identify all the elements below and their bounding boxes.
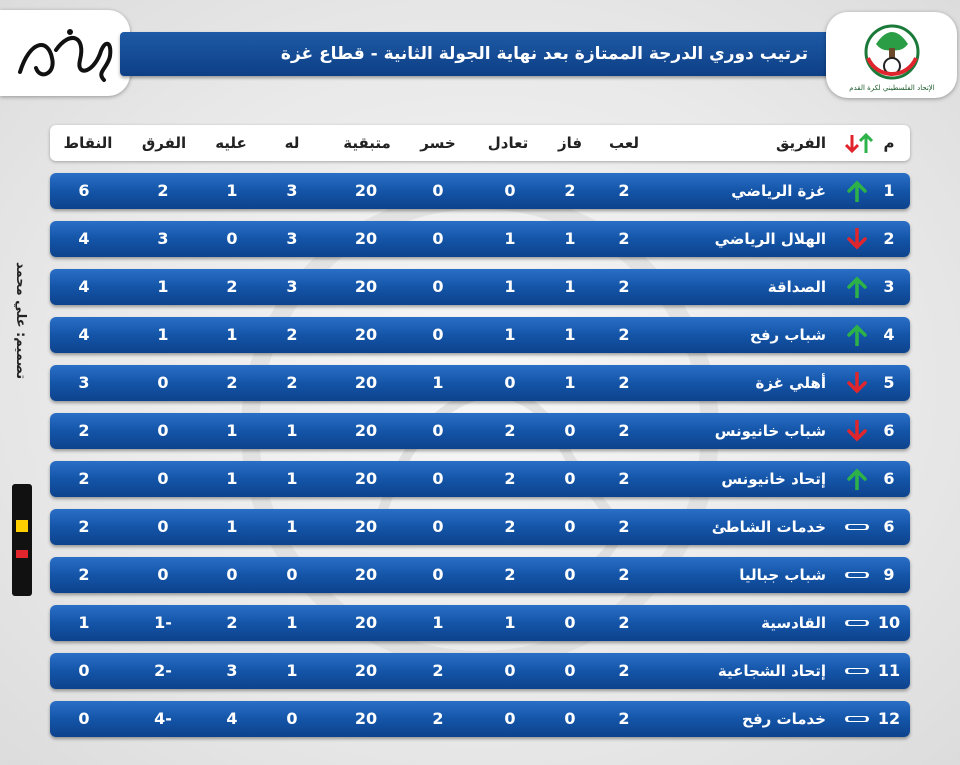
drawn-cell: 0 (504, 709, 516, 728)
team-name: إتحاد خانيونس (721, 470, 826, 488)
drawn-cell: 2 (504, 469, 516, 488)
played-cell: 2 (618, 613, 630, 632)
goals-against-cell: 1 (226, 181, 238, 200)
no-change-dash-icon (842, 509, 872, 545)
won-cell: 0 (564, 565, 576, 584)
played-cell: 2 (618, 181, 630, 200)
lost-cell: 1 (432, 613, 444, 632)
table-row (50, 221, 910, 257)
lost-cell: 0 (432, 469, 444, 488)
points-cell: 1 (78, 613, 90, 632)
goal-diff-cell: 1 (157, 277, 169, 296)
remaining-cell: 20 (354, 181, 378, 200)
rank-cell: 9 (883, 565, 895, 584)
goals-for-cell: 1 (286, 421, 298, 440)
goals-for-cell: 1 (286, 517, 298, 536)
played-cell: 2 (618, 469, 630, 488)
federation-logo-box (826, 12, 957, 98)
goal-diff-cell: 0 (157, 373, 169, 392)
rank-cell: 1 (883, 181, 895, 200)
goals-for-cell: 0 (286, 565, 298, 584)
rank-cell: 4 (883, 325, 895, 344)
points-cell: 2 (78, 421, 90, 440)
rank-cell: 6 (883, 421, 895, 440)
arrow-up-icon (842, 173, 872, 209)
goals-against-cell: 1 (226, 517, 238, 536)
goal-diff-cell: 4- (154, 709, 172, 728)
won-cell: 0 (564, 517, 576, 536)
points-cell: 6 (78, 181, 90, 200)
points-cell: 0 (78, 661, 90, 680)
signature-box (0, 10, 130, 96)
remaining-cell: 20 (354, 421, 378, 440)
title-bar (120, 32, 838, 76)
goals-against-cell: 0 (226, 229, 238, 248)
won-cell: 0 (564, 469, 576, 488)
table-row (50, 605, 910, 641)
goals-against-cell: 1 (226, 325, 238, 344)
header-goals-against: عليه (215, 134, 247, 152)
no-change-dash-icon (842, 557, 872, 593)
arrow-up-icon (842, 317, 872, 353)
points-cell: 3 (78, 373, 90, 392)
points-cell: 2 (78, 517, 90, 536)
played-cell: 2 (618, 517, 630, 536)
goals-against-cell: 1 (226, 469, 238, 488)
header-remaining: متبقية (343, 134, 391, 152)
goals-for-cell: 2 (286, 373, 298, 392)
table-row (50, 653, 910, 689)
lost-cell: 0 (432, 565, 444, 584)
signature-logo (0, 10, 130, 96)
table-row (50, 701, 910, 737)
designer-credit: تصميم: علي محمد (13, 262, 28, 380)
goal-diff-cell: 0 (157, 565, 169, 584)
goals-against-cell: 1 (226, 421, 238, 440)
arrow-down-icon (842, 221, 872, 257)
team-name: القادسية (761, 614, 826, 632)
table-header (50, 125, 910, 161)
team-name: شباب جباليا (739, 566, 826, 584)
goals-against-cell: 4 (226, 709, 238, 728)
goals-against-cell: 2 (226, 277, 238, 296)
drawn-cell: 0 (504, 373, 516, 392)
rank-cell: 6 (883, 517, 895, 536)
drawn-cell: 1 (504, 613, 516, 632)
goal-diff-cell: 0 (157, 517, 169, 536)
lost-cell: 0 (432, 229, 444, 248)
team-name: شباب رفح (749, 326, 826, 344)
team-name: خدمات الشاطئ (711, 518, 826, 536)
team-name: أهلي غزة (755, 374, 826, 392)
goals-for-cell: 1 (286, 613, 298, 632)
remaining-cell: 20 (354, 661, 378, 680)
goals-against-cell: 2 (226, 613, 238, 632)
remaining-cell: 20 (354, 709, 378, 728)
lost-cell: 2 (432, 709, 444, 728)
goal-diff-cell: 3 (157, 229, 169, 248)
won-cell: 1 (564, 325, 576, 344)
header-points: النقاط (63, 134, 113, 152)
lost-cell: 0 (432, 517, 444, 536)
arrow-down-icon (842, 413, 872, 449)
team-name: خدمات رفح (742, 710, 826, 728)
team-name: الصداقة (767, 278, 826, 296)
rank-cell: 10 (877, 613, 901, 632)
goals-against-cell: 0 (226, 565, 238, 584)
won-cell: 1 (564, 229, 576, 248)
remaining-cell: 20 (354, 325, 378, 344)
table-row (50, 317, 910, 353)
team-name: شباب خانيونس (714, 422, 826, 440)
goals-for-cell: 2 (286, 325, 298, 344)
played-cell: 2 (618, 277, 630, 296)
team-name: الهلال الرياضي (714, 230, 826, 248)
played-cell: 2 (618, 325, 630, 344)
table-row (50, 461, 910, 497)
goals-for-cell: 3 (286, 181, 298, 200)
team-name: غزة الرياضي (731, 182, 826, 200)
lost-cell: 0 (432, 277, 444, 296)
logo-caption: الإتحاد الفلسطيني لكرة القدم (849, 84, 935, 92)
up-down-arrows-icon (842, 125, 878, 161)
won-cell: 0 (564, 613, 576, 632)
won-cell: 1 (564, 373, 576, 392)
lost-cell: 2 (432, 661, 444, 680)
table-row (50, 557, 910, 593)
no-change-dash-icon (842, 653, 872, 689)
arrow-down-icon (842, 365, 872, 401)
rank-cell: 2 (883, 229, 895, 248)
drawn-cell: 0 (504, 661, 516, 680)
lost-cell: 0 (432, 181, 444, 200)
goal-diff-cell: 0 (157, 469, 169, 488)
no-change-dash-icon (842, 605, 872, 641)
goals-for-cell: 1 (286, 469, 298, 488)
won-cell: 0 (564, 709, 576, 728)
team-name: إتحاد الشجاعية (717, 662, 826, 680)
goals-against-cell: 3 (226, 661, 238, 680)
points-cell: 4 (78, 325, 90, 344)
rank-cell: 5 (883, 373, 895, 392)
won-cell: 2 (564, 181, 576, 200)
header-goal-diff: الفرق (141, 134, 187, 152)
drawn-cell: 2 (504, 565, 516, 584)
goal-diff-cell: 1- (154, 613, 172, 632)
played-cell: 2 (618, 229, 630, 248)
remaining-cell: 20 (354, 277, 378, 296)
goals-for-cell: 0 (286, 709, 298, 728)
federation-logo (826, 12, 957, 98)
header-movement (842, 125, 872, 161)
played-cell: 2 (618, 709, 630, 728)
drawn-cell: 2 (504, 421, 516, 440)
drawn-cell: 1 (504, 229, 516, 248)
remaining-cell: 20 (354, 469, 378, 488)
goals-against-cell: 2 (226, 373, 238, 392)
points-cell: 0 (78, 709, 90, 728)
rank-cell: 6 (883, 469, 895, 488)
goals-for-cell: 3 (286, 229, 298, 248)
arrow-up-icon (842, 461, 872, 497)
points-cell: 4 (78, 277, 90, 296)
remaining-cell: 20 (354, 517, 378, 536)
goal-diff-cell: 2 (157, 181, 169, 200)
played-cell: 2 (618, 565, 630, 584)
points-cell: 2 (78, 469, 90, 488)
page-title: ترتيب دوري الدرجة الممتازة بعد نهاية الجولة الثانية - قطاع غزة (280, 44, 808, 64)
drawn-cell: 1 (504, 325, 516, 344)
table-row (50, 413, 910, 449)
points-cell: 4 (78, 229, 90, 248)
header-lost: خسر (420, 134, 456, 152)
won-cell: 0 (564, 421, 576, 440)
remaining-cell: 20 (354, 229, 378, 248)
goal-diff-cell: 0 (157, 421, 169, 440)
goal-diff-cell: 2- (154, 661, 172, 680)
lost-cell: 0 (432, 325, 444, 344)
remaining-cell: 20 (354, 613, 378, 632)
table-row (50, 173, 910, 209)
goal-diff-cell: 1 (157, 325, 169, 344)
remaining-cell: 20 (354, 373, 378, 392)
played-cell: 2 (618, 661, 630, 680)
header-won: فاز (557, 134, 583, 152)
drawn-cell: 1 (504, 277, 516, 296)
played-cell: 2 (618, 421, 630, 440)
remaining-cell: 20 (354, 565, 378, 584)
won-cell: 1 (564, 277, 576, 296)
drawn-cell: 0 (504, 181, 516, 200)
lost-cell: 1 (432, 373, 444, 392)
won-cell: 0 (564, 661, 576, 680)
header-rank: م (883, 134, 895, 152)
header-goals-for: له (284, 134, 300, 152)
table-row (50, 509, 910, 545)
header-played: لعب (609, 134, 639, 152)
goals-for-cell: 1 (286, 661, 298, 680)
rank-cell: 12 (877, 709, 901, 728)
header-drawn: تعادل (487, 134, 529, 152)
drawn-cell: 2 (504, 517, 516, 536)
brand-mark (8, 480, 38, 600)
lost-cell: 0 (432, 421, 444, 440)
rank-cell: 3 (883, 277, 895, 296)
rank-cell: 11 (877, 661, 901, 680)
no-change-dash-icon (842, 701, 872, 737)
goals-for-cell: 3 (286, 277, 298, 296)
points-cell: 2 (78, 565, 90, 584)
table-row (50, 269, 910, 305)
arrow-up-icon (842, 269, 872, 305)
played-cell: 2 (618, 373, 630, 392)
table-row (50, 365, 910, 401)
header-team: الفريق (775, 134, 826, 152)
